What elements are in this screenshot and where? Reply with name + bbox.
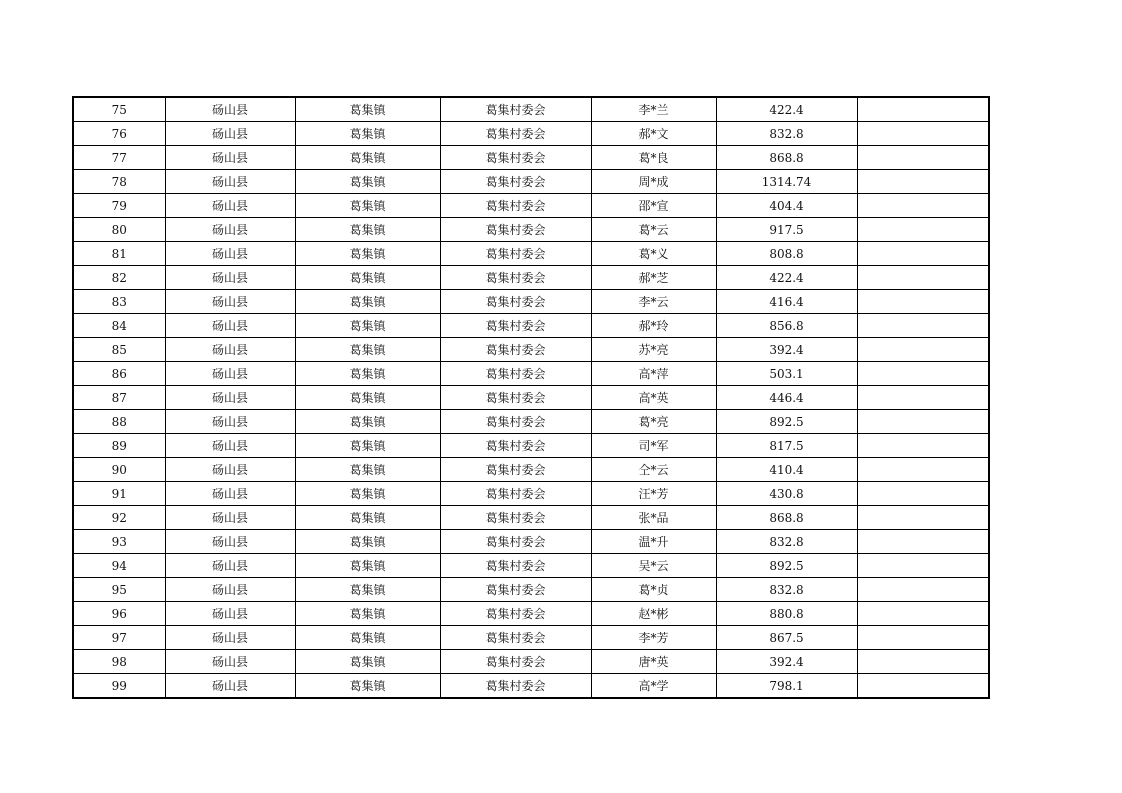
county-cell: 砀山县 xyxy=(165,242,295,266)
table-row xyxy=(73,290,989,314)
village-committee-cell: 葛集村委会 xyxy=(440,578,591,602)
town-cell: 葛集镇 xyxy=(295,122,440,146)
town-cell: 葛集镇 xyxy=(295,506,440,530)
table-row xyxy=(73,674,989,699)
table-row xyxy=(73,650,989,674)
table-row xyxy=(73,362,989,386)
serial-number-cell: 92 xyxy=(73,506,165,530)
county-cell: 砀山县 xyxy=(165,97,295,122)
town-cell: 葛集镇 xyxy=(295,194,440,218)
remark-cell xyxy=(857,170,989,194)
village-committee-cell: 葛集村委会 xyxy=(440,482,591,506)
amount-cell: 798.1 xyxy=(716,674,857,699)
name-cell: 葛*亮 xyxy=(591,410,716,434)
remark-cell xyxy=(857,578,989,602)
amount-cell: 892.5 xyxy=(716,410,857,434)
remark-cell xyxy=(857,218,989,242)
town-cell: 葛集镇 xyxy=(295,314,440,338)
table-row xyxy=(73,314,989,338)
serial-number-cell: 94 xyxy=(73,554,165,578)
county-cell: 砀山县 xyxy=(165,458,295,482)
amount-cell: 880.8 xyxy=(716,602,857,626)
remark-cell xyxy=(857,362,989,386)
amount-cell: 422.4 xyxy=(716,266,857,290)
town-cell: 葛集镇 xyxy=(295,530,440,554)
table-row xyxy=(73,194,989,218)
village-committee-cell: 葛集村委会 xyxy=(440,362,591,386)
remark-cell xyxy=(857,602,989,626)
amount-cell: 868.8 xyxy=(716,146,857,170)
table-row xyxy=(73,122,989,146)
serial-number-cell: 90 xyxy=(73,458,165,482)
village-committee-cell: 葛集村委会 xyxy=(440,146,591,170)
village-committee-cell: 葛集村委会 xyxy=(440,386,591,410)
town-cell: 葛集镇 xyxy=(295,338,440,362)
name-cell: 仝*云 xyxy=(591,458,716,482)
serial-number-cell: 80 xyxy=(73,218,165,242)
table-row xyxy=(73,242,989,266)
remark-cell xyxy=(857,554,989,578)
amount-cell: 808.8 xyxy=(716,242,857,266)
town-cell: 葛集镇 xyxy=(295,674,440,699)
county-cell: 砀山县 xyxy=(165,626,295,650)
village-committee-cell: 葛集村委会 xyxy=(440,554,591,578)
table-row xyxy=(73,170,989,194)
remark-cell xyxy=(857,674,989,699)
remark-cell xyxy=(857,122,989,146)
village-committee-cell: 葛集村委会 xyxy=(440,97,591,122)
amount-cell: 832.8 xyxy=(716,530,857,554)
county-cell: 砀山县 xyxy=(165,482,295,506)
serial-number-cell: 87 xyxy=(73,386,165,410)
amount-cell: 410.4 xyxy=(716,458,857,482)
remark-cell xyxy=(857,410,989,434)
remark-cell xyxy=(857,650,989,674)
county-cell: 砀山县 xyxy=(165,362,295,386)
serial-number-cell: 77 xyxy=(73,146,165,170)
table-row xyxy=(73,458,989,482)
amount-cell: 892.5 xyxy=(716,554,857,578)
village-committee-cell: 葛集村委会 xyxy=(440,170,591,194)
county-cell: 砀山县 xyxy=(165,122,295,146)
town-cell: 葛集镇 xyxy=(295,266,440,290)
remark-cell xyxy=(857,338,989,362)
town-cell: 葛集镇 xyxy=(295,290,440,314)
name-cell: 赵*彬 xyxy=(591,602,716,626)
name-cell: 吴*云 xyxy=(591,554,716,578)
amount-cell: 868.8 xyxy=(716,506,857,530)
county-cell: 砀山县 xyxy=(165,530,295,554)
serial-number-cell: 93 xyxy=(73,530,165,554)
name-cell: 郝*文 xyxy=(591,122,716,146)
amount-cell: 917.5 xyxy=(716,218,857,242)
serial-number-cell: 78 xyxy=(73,170,165,194)
table-row xyxy=(73,97,989,122)
table-row xyxy=(73,482,989,506)
village-committee-cell: 葛集村委会 xyxy=(440,314,591,338)
name-cell: 郝*芝 xyxy=(591,266,716,290)
remark-cell xyxy=(857,242,989,266)
table-row xyxy=(73,146,989,170)
remark-cell xyxy=(857,290,989,314)
village-committee-cell: 葛集村委会 xyxy=(440,674,591,699)
village-committee-cell: 葛集村委会 xyxy=(440,458,591,482)
name-cell: 汪*芳 xyxy=(591,482,716,506)
remark-cell xyxy=(857,434,989,458)
village-committee-cell: 葛集村委会 xyxy=(440,242,591,266)
town-cell: 葛集镇 xyxy=(295,410,440,434)
amount-cell: 392.4 xyxy=(716,338,857,362)
remark-cell xyxy=(857,146,989,170)
amount-cell: 867.5 xyxy=(716,626,857,650)
serial-number-cell: 83 xyxy=(73,290,165,314)
serial-number-cell: 85 xyxy=(73,338,165,362)
town-cell: 葛集镇 xyxy=(295,458,440,482)
village-committee-cell: 葛集村委会 xyxy=(440,506,591,530)
town-cell: 葛集镇 xyxy=(295,146,440,170)
town-cell: 葛集镇 xyxy=(295,242,440,266)
amount-cell: 430.8 xyxy=(716,482,857,506)
name-cell: 唐*英 xyxy=(591,650,716,674)
town-cell: 葛集镇 xyxy=(295,386,440,410)
village-committee-cell: 葛集村委会 xyxy=(440,434,591,458)
county-cell: 砀山县 xyxy=(165,218,295,242)
county-cell: 砀山县 xyxy=(165,314,295,338)
serial-number-cell: 99 xyxy=(73,674,165,699)
remark-cell xyxy=(857,194,989,218)
name-cell: 温*升 xyxy=(591,530,716,554)
remark-cell xyxy=(857,482,989,506)
village-committee-cell: 葛集村委会 xyxy=(440,266,591,290)
town-cell: 葛集镇 xyxy=(295,170,440,194)
town-cell: 葛集镇 xyxy=(295,626,440,650)
village-committee-cell: 葛集村委会 xyxy=(440,218,591,242)
county-cell: 砀山县 xyxy=(165,338,295,362)
table-row xyxy=(73,554,989,578)
serial-number-cell: 84 xyxy=(73,314,165,338)
county-cell: 砀山县 xyxy=(165,410,295,434)
town-cell: 葛集镇 xyxy=(295,97,440,122)
amount-cell: 856.8 xyxy=(716,314,857,338)
remark-cell xyxy=(857,458,989,482)
table-body xyxy=(73,97,989,698)
county-cell: 砀山县 xyxy=(165,266,295,290)
name-cell: 葛*云 xyxy=(591,218,716,242)
county-cell: 砀山县 xyxy=(165,506,295,530)
remark-cell xyxy=(857,266,989,290)
table-row xyxy=(73,386,989,410)
village-committee-cell: 葛集村委会 xyxy=(440,290,591,314)
name-cell: 李*云 xyxy=(591,290,716,314)
county-cell: 砀山县 xyxy=(165,650,295,674)
serial-number-cell: 95 xyxy=(73,578,165,602)
name-cell: 邵*宣 xyxy=(591,194,716,218)
name-cell: 葛*良 xyxy=(591,146,716,170)
name-cell: 张*品 xyxy=(591,506,716,530)
town-cell: 葛集镇 xyxy=(295,578,440,602)
amount-cell: 404.4 xyxy=(716,194,857,218)
amount-cell: 422.4 xyxy=(716,97,857,122)
serial-number-cell: 82 xyxy=(73,266,165,290)
serial-number-cell: 86 xyxy=(73,362,165,386)
table-row xyxy=(73,602,989,626)
village-committee-cell: 葛集村委会 xyxy=(440,410,591,434)
serial-number-cell: 89 xyxy=(73,434,165,458)
remark-cell xyxy=(857,506,989,530)
amount-cell: 832.8 xyxy=(716,122,857,146)
amount-cell: 503.1 xyxy=(716,362,857,386)
serial-number-cell: 79 xyxy=(73,194,165,218)
table-row xyxy=(73,410,989,434)
county-cell: 砀山县 xyxy=(165,386,295,410)
village-committee-cell: 葛集村委会 xyxy=(440,122,591,146)
village-committee-cell: 葛集村委会 xyxy=(440,602,591,626)
county-cell: 砀山县 xyxy=(165,290,295,314)
serial-number-cell: 97 xyxy=(73,626,165,650)
name-cell: 李*芳 xyxy=(591,626,716,650)
name-cell: 李*兰 xyxy=(591,97,716,122)
table-row xyxy=(73,506,989,530)
county-cell: 砀山县 xyxy=(165,578,295,602)
county-cell: 砀山县 xyxy=(165,554,295,578)
subsidy-table xyxy=(72,96,990,699)
county-cell: 砀山县 xyxy=(165,194,295,218)
name-cell: 葛*义 xyxy=(591,242,716,266)
town-cell: 葛集镇 xyxy=(295,434,440,458)
town-cell: 葛集镇 xyxy=(295,218,440,242)
table-row xyxy=(73,434,989,458)
amount-cell: 817.5 xyxy=(716,434,857,458)
county-cell: 砀山县 xyxy=(165,170,295,194)
name-cell: 郝*玲 xyxy=(591,314,716,338)
town-cell: 葛集镇 xyxy=(295,482,440,506)
name-cell: 苏*亮 xyxy=(591,338,716,362)
serial-number-cell: 91 xyxy=(73,482,165,506)
table-row xyxy=(73,266,989,290)
village-committee-cell: 葛集村委会 xyxy=(440,338,591,362)
village-committee-cell: 葛集村委会 xyxy=(440,650,591,674)
town-cell: 葛集镇 xyxy=(295,602,440,626)
table-row xyxy=(73,338,989,362)
county-cell: 砀山县 xyxy=(165,602,295,626)
serial-number-cell: 81 xyxy=(73,242,165,266)
amount-cell: 392.4 xyxy=(716,650,857,674)
remark-cell xyxy=(857,314,989,338)
name-cell: 高*学 xyxy=(591,674,716,699)
town-cell: 葛集镇 xyxy=(295,362,440,386)
name-cell: 高*英 xyxy=(591,386,716,410)
village-committee-cell: 葛集村委会 xyxy=(440,530,591,554)
table-row xyxy=(73,626,989,650)
serial-number-cell: 76 xyxy=(73,122,165,146)
county-cell: 砀山县 xyxy=(165,674,295,699)
name-cell: 周*成 xyxy=(591,170,716,194)
amount-cell: 446.4 xyxy=(716,386,857,410)
serial-number-cell: 75 xyxy=(73,97,165,122)
town-cell: 葛集镇 xyxy=(295,554,440,578)
remark-cell xyxy=(857,626,989,650)
name-cell: 葛*贞 xyxy=(591,578,716,602)
amount-cell: 1314.74 xyxy=(716,170,857,194)
amount-cell: 832.8 xyxy=(716,578,857,602)
village-committee-cell: 葛集村委会 xyxy=(440,626,591,650)
serial-number-cell: 96 xyxy=(73,602,165,626)
village-committee-cell: 葛集村委会 xyxy=(440,194,591,218)
town-cell: 葛集镇 xyxy=(295,650,440,674)
table-row xyxy=(73,530,989,554)
table-row xyxy=(73,578,989,602)
county-cell: 砀山县 xyxy=(165,146,295,170)
serial-number-cell: 88 xyxy=(73,410,165,434)
table-row xyxy=(73,218,989,242)
remark-cell xyxy=(857,386,989,410)
amount-cell: 416.4 xyxy=(716,290,857,314)
remark-cell xyxy=(857,97,989,122)
remark-cell xyxy=(857,530,989,554)
serial-number-cell: 98 xyxy=(73,650,165,674)
county-cell: 砀山县 xyxy=(165,434,295,458)
name-cell: 高*萍 xyxy=(591,362,716,386)
name-cell: 司*军 xyxy=(591,434,716,458)
